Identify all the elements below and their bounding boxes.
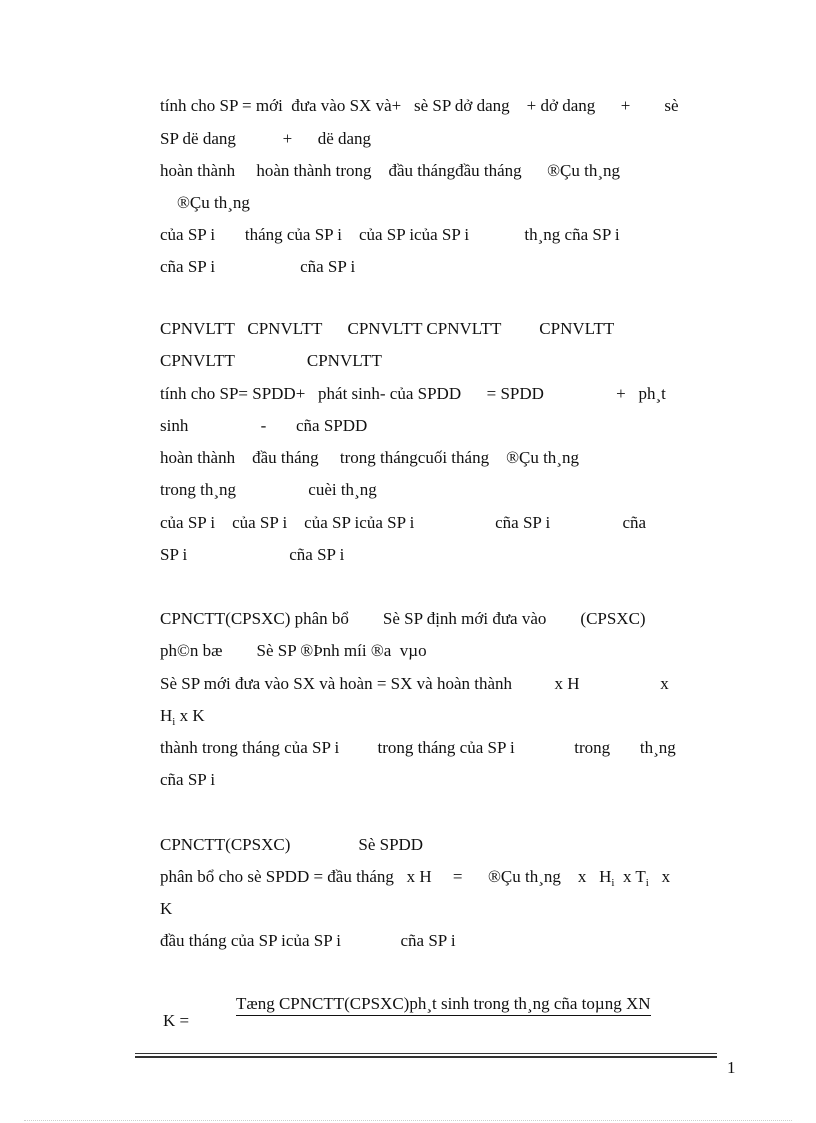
variable-h: H [160,706,173,725]
text-line: CPNVLTT CPNVLTT [160,351,382,370]
text-line: ph©n bæ Sè SP ®Þnh míi ®a vµo [160,641,427,660]
text-line: ®Çu th¸ng [160,193,250,212]
text-line: của SP i của SP i của SP icủa SP i cña SP i cña [160,513,647,532]
text-line: CPNVLTT CPNVLTT CPNVLTT CPNVLTT CPNVLTT [160,319,615,338]
text-fragment: phân bổ cho sè SPDD = đầu tháng x H = ®Çu th¸ng x H [160,867,612,886]
subscript-i: i [611,877,615,889]
formula-numerator: Tæng CPNCTT(CPSXC)ph¸t sinh trong th¸ng cña toµng XN [236,994,651,1016]
text-line: đầu tháng của SP icủa SP i cña SP i [160,931,456,950]
footer-rule [135,1056,717,1058]
text-line: Sè SP mới đưa vào SX và hoàn = SX và hoàn thành x H x [160,674,669,693]
formula-label: K = [163,1011,190,1030]
text-line: sinh - cña SPDD [160,416,368,435]
text-line: hoàn thành hoàn thành trong đầu thángđầu tháng ®Çu th¸ng [160,161,621,180]
text-line: tính cho SP= SPDD+ phát sinh- của SPDD = SPDD + ph¸t [160,384,666,403]
text-line: hoàn thành đầu tháng trong thángcuối tháng ®Çu th¸ng [160,448,579,467]
text-line: cña SP i cña SP i [160,257,356,276]
text-line: SP dë dang + dë dang [160,129,372,148]
text-line: SP i cña SP i [160,545,345,564]
text-line: K [160,899,173,918]
page-number: 1 [727,1058,736,1077]
page-bottom-border [24,1120,792,1121]
text-line: trong th¸ng cuèi th¸ng [160,480,377,499]
text-line: CPNCTT(CPSXC) phân bổ Sè SP định mới đưa vào (CPSXC) [160,609,646,628]
text-line: thành trong tháng của SP i trong tháng của SP i trong th¸ng [160,738,676,757]
text-fragment: x K [175,706,205,725]
text-line: cña SP i [160,770,216,789]
text-line [160,706,750,726]
text-line [160,867,750,887]
subscript-i: i [645,877,649,889]
subscript-i: i [172,716,176,728]
text-line: của SP i tháng của SP i của SP icủa SP i th¸ng cña SP i [160,225,620,244]
text-fragment: x T [614,867,646,886]
text-line: CPNCTT(CPSXC) Sè SPDD [160,835,424,854]
text-line: tính cho SP = mới đưa vào SX và+ sè SP dở dang + dở dang + sè [160,96,679,115]
text-fragment: x [648,867,671,886]
footer-rule [135,1053,717,1054]
